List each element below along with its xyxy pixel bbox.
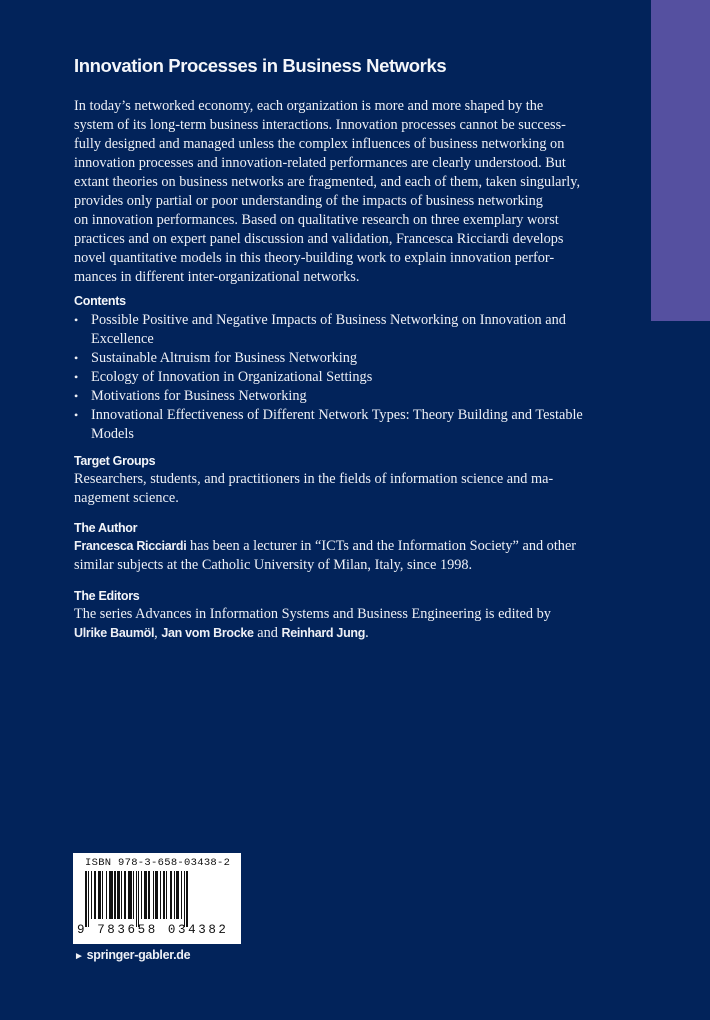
intro-line: fully designed and managed unless the complex influences of business networking on (74, 136, 565, 152)
isbn-label: ISBN 978-3-658-03438-2 (85, 857, 231, 869)
contents-list (74, 311, 594, 444)
intro-line: provides only partial or poor understanding of the impacts of business networking (74, 193, 543, 209)
website-link[interactable] (74, 948, 190, 962)
bullet-icon: • (74, 351, 79, 365)
intro-line: on innovation performances. Based on qualitative research on three exemplary worst (74, 212, 559, 228)
intro-line: extant theories on business networks are fragmented, and each of them, taken singularly, (74, 174, 581, 190)
contents-item: • Possible Positive and Negative Impacts of Business Networking on Innovation and Excellence (74, 312, 566, 347)
editor-name: Jan vom Brocke (161, 626, 254, 640)
website-url: springer-gabler.de (86, 948, 191, 962)
author-name: Francesca Ricciardi (74, 539, 187, 553)
bullet-icon: • (74, 389, 79, 403)
contents-section (74, 294, 594, 444)
barcode-bars (85, 871, 231, 927)
editor-name: Reinhard Jung (281, 626, 366, 640)
contents-item: • Sustainable Altruism for Business Networking (74, 350, 358, 366)
author-section: The Author Francesca Ricciardi has been a lecturer in “ICTs and the Information Society” and other similar subjects at the Catholic University of Milan, Italy, since 1998. (74, 521, 594, 575)
intro-line: In today’s networked economy, each organization is more and more shaped by the (74, 98, 544, 114)
target-groups-line: Researchers, students, and practitioners in the fields of information science and ma- (74, 471, 554, 487)
intro-paragraph (74, 97, 584, 287)
contents-heading: Contents (74, 294, 126, 308)
intro-line: novel quantitative models in this theory-building work to explain innovation perfor- (74, 250, 555, 266)
intro-line: practices and on expert panel discussion and validation, Francesca Ricciardi develops (74, 231, 564, 247)
editors-heading: The Editors (74, 589, 140, 603)
contents-item: • Innovational Effectiveness of Different Network Types: Theory Building and Testable Models (74, 407, 583, 442)
book-title: Innovation Processes in Business Networks (74, 55, 447, 76)
bullet-icon: • (74, 408, 79, 422)
contents-item: • Motivations for Business Networking (74, 388, 307, 404)
intro-line: innovation processes and innovation-related performances are clearly understood. But (74, 155, 566, 171)
editors-section: The Editors The series Advances in Information Systems and Business Engineering is edited by Ulrike Baumöl, Jan vom Brocke and Reinhard Jung. (74, 589, 594, 643)
bullet-icon: • (74, 370, 79, 384)
barcode-digits: 9 783658 034382 (77, 923, 229, 937)
author-heading: The Author (74, 521, 138, 535)
intro-line: system of its long-term business interactions. Innovation processes cannot be success- (74, 117, 566, 133)
editor-name: Ulrike Baumöl (74, 626, 155, 640)
accent-strip (651, 0, 710, 321)
target-groups-line: nagement science. (74, 490, 179, 506)
target-groups-section (74, 454, 594, 508)
isbn-barcode (73, 853, 241, 944)
target-groups-heading: Target Groups (74, 454, 156, 468)
contents-item: • Ecology of Innovation in Organizational Settings (74, 369, 373, 385)
bullet-icon: • (74, 313, 79, 327)
intro-line: mances in different inter-organizational networks. (74, 269, 360, 285)
play-arrow-icon: ► (74, 951, 84, 962)
